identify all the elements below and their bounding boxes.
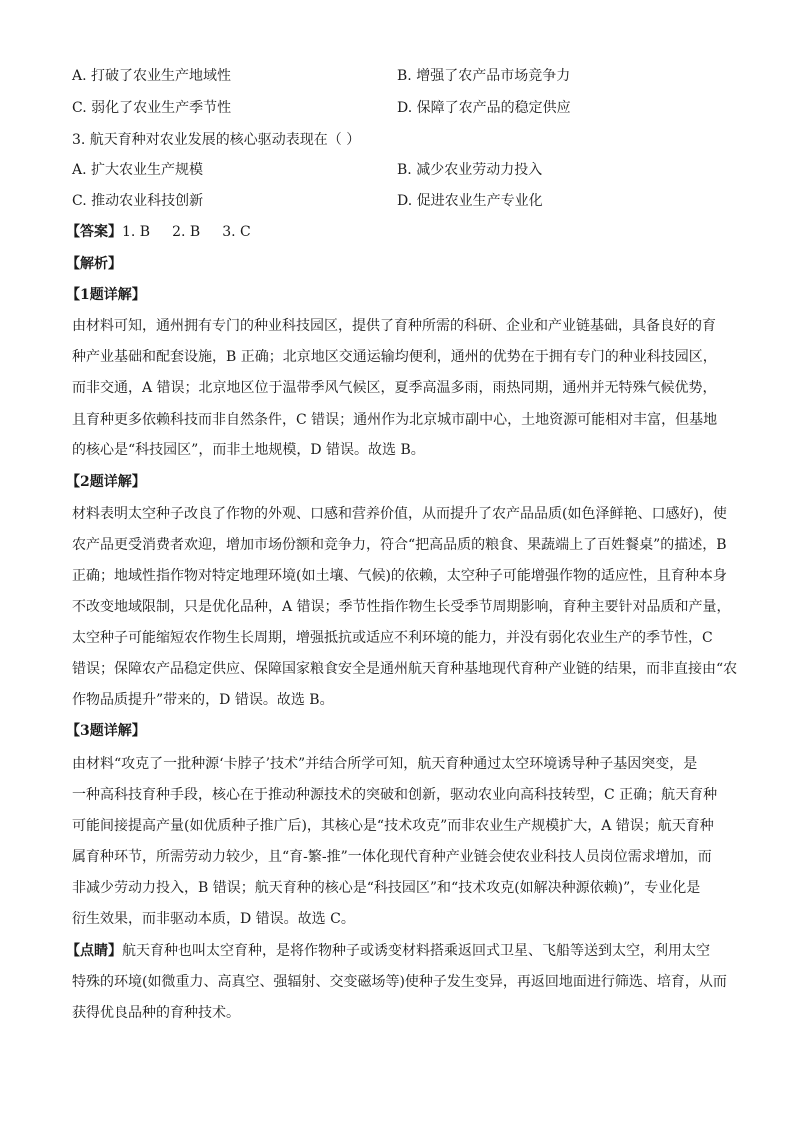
q2-option-d: D. 保障了农产品的稳定供应 [397, 100, 571, 116]
detail-1-line: 而非交通，A 错误；北京地区位于温带季风气候区，夏季高温多雨，雨热同期，通州并无特殊气候优势， [72, 380, 717, 396]
detail-2-line: 材料表明太空种子改良了作物的外观、口感和营养价值，从而提升了农产品品质(如色泽鲜艳、口感好)，使 [72, 506, 727, 522]
note-line: 特殊的环境(如微重力、高真空、强辐射、交变磁场等)使种子发生变异，再返回地面进行筛选、培育，从而 [72, 974, 727, 990]
answer-2: 2. B [172, 224, 201, 240]
q3-option-a: A. 扩大农业生产规模 [72, 162, 204, 178]
detail-1-heading: 【1题详解】 [66, 287, 146, 303]
detail-3-heading: 【3题详解】 [66, 723, 146, 739]
analysis-label: 【解析】 [66, 256, 122, 272]
answer-line [66, 222, 251, 242]
q3-option-b: B. 减少农业劳动力投入 [397, 162, 543, 178]
note-line: 获得优良品种的育种技术。 [72, 1005, 240, 1021]
detail-2-line: 太空种子可能缩短农作物生长周期，增强抵抗或适应不利环境的能力，并没有弱化农业生产的季节性，C [72, 630, 713, 646]
answer-1: 1. B [122, 224, 151, 240]
q3-option-d: D. 促进农业生产专业化 [397, 193, 543, 209]
detail-2-line: 正确；地域性指作物对特定地理环境(如土壤、气候)的依赖，太空种子可能增强作物的适应性，且育种本身 [72, 568, 727, 584]
answer-3: 3. C [222, 224, 251, 240]
q3-option-c: C. 推动农业科技创新 [72, 193, 204, 209]
detail-1-line: 种产业基础和配套设施，B 正确；北京地区交通运输均便利，通州的优势在于拥有专门的种业科技园区， [72, 349, 717, 365]
detail-2-line: 农产品更受消费者欢迎，增加市场份额和竞争力，符合“把高品质的粮食、果蔬端上了百姓餐桌”的描述，B [72, 537, 727, 553]
q2-option-a: A. 打破了农业生产地域性 [72, 68, 232, 84]
q2-option-b: B. 增强了农产品市场竞争力 [397, 68, 571, 84]
note-text: 航天育种也叫太空育种，是将作物种子或诱变材料搭乘返回式卫星、飞船等送到太空，利用太空 [122, 943, 710, 959]
answer-label: 【答案】 [66, 224, 122, 240]
detail-1-line: 的核心是“科技园区”，而非土地规模，D 错误。故选 B。 [72, 442, 425, 458]
detail-3-line: 一种高科技育种手段，核心在于推动种源技术的突破和创新，驱动农业向高科技转型，C 正确；航天育种 [72, 787, 718, 803]
detail-1-line: 由材料可知，通州拥有专门的种业科技园区，提供了育种所需的科研、企业和产业链基础，具备良好的育 [72, 318, 716, 334]
note-first-line [66, 941, 710, 961]
detail-3-line: 可能间接提高产量(如优质种子推广后)，其核心是“技术攻克”而非农业生产规模扩大，A 错误；航天育种 [72, 818, 714, 834]
detail-1-line: 且育种更多依赖科技而非自然条件，C 错误；通州作为北京城市副中心，土地资源可能相对丰富，但基地 [72, 412, 718, 428]
detail-2-line: 错误；保障农产品稳定供应、保障国家粮食安全是通州航天育种基地现代育种产业链的结果，而非直接由“农 [72, 661, 738, 677]
q2-option-c: C. 弱化了农业生产季节性 [72, 100, 232, 116]
detail-3-line: 由材料“攻克了一批种源‘卡脖子’技术”并结合所学可知，航天育种通过太空环境诱导种子基因突变，是 [72, 756, 698, 772]
q3-stem: 3. 航天育种对农业发展的核心驱动表现在（ ） [72, 132, 361, 148]
note-label: 【点睛】 [66, 943, 122, 959]
detail-3-line: 非减少劳动力投入，B 错误；航天育种的核心是“科技园区”和“技术攻克(如解决种源依赖)”，专业化是 [72, 880, 701, 896]
detail-2-heading: 【2题详解】 [66, 474, 146, 490]
detail-3-line: 衍生效果，而非驱动本质，D 错误。故选 C。 [72, 911, 355, 927]
detail-3-line: 属育种环节，所需劳动力较少，且“育-繁-推”一体化现代育种产业链会使农业科技人员岗位需求增加，而 [72, 849, 712, 865]
detail-2-line: 作物品质提升”带来的，D 错误。故选 B。 [72, 692, 334, 708]
detail-2-line: 不改变地域限制，只是优化品种，A 错误；季节性指作物生长受季节周期影响，育种主要针对品质和产量， [72, 599, 731, 615]
